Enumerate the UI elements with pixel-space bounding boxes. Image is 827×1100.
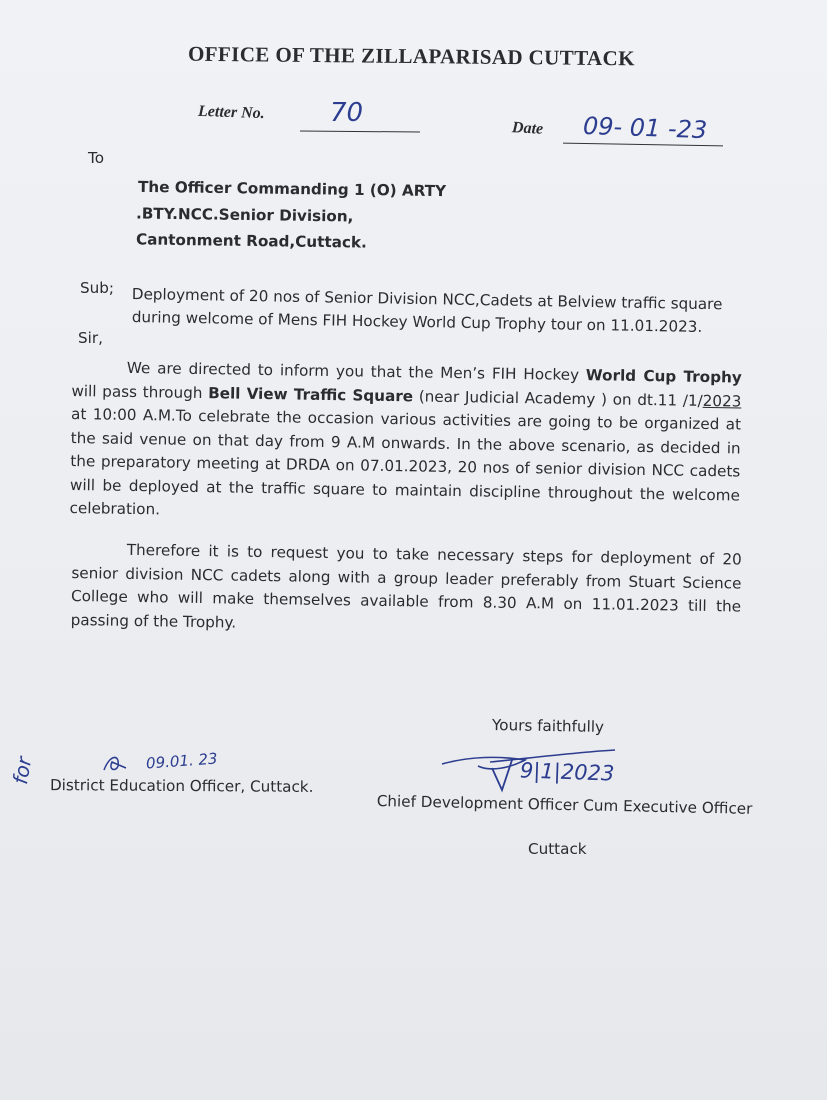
addressee-line-3: Cantonment Road,Cuttack. — [135, 230, 367, 252]
p1-text-3: (near Judicial Academy ) on dt.11 /1/ — [412, 386, 703, 410]
to-label: To — [88, 149, 104, 167]
body-paragraph-2 — [71, 538, 742, 643]
signature-date: 9|1|2023 — [519, 758, 615, 786]
initials-scribble — [100, 752, 140, 776]
salutation: Sir, — [78, 329, 103, 347]
office-title: OFFICE OF THE ZILLAPARISAD CUTTACK — [187, 41, 636, 71]
subject-line-2: during welcome of Mens FIH Hockey World Cup Trophy tour on 11.01.2023. — [131, 308, 703, 336]
p1-text-2: will pass through — [71, 381, 209, 402]
handwritten-for: for — [8, 754, 37, 787]
date-value: 09- 01 -23 — [582, 111, 708, 145]
subject-label: Sub; — [80, 279, 115, 297]
p2-text: Therefore it is to request you to take necessary steps for deployment of 20 senior division NCC cadets along with a group leader preferably from Stuart Science College who will make themselves available from 8.30 A.M on 11.01.2023 till the passing of the Trophy. — [70, 540, 742, 632]
body-paragraph-1 — [69, 356, 742, 531]
letter-no-label: Letter No. — [197, 102, 265, 123]
letter-no-underline — [300, 130, 420, 132]
officer-designation: Chief Development Officer Cum Executive Officer — [376, 792, 753, 818]
copy-recipient: District Education Officer, Cuttack. — [49, 776, 314, 796]
p1-text-4: at 10:00 A.M.To celebrate the occasion various activities are going to be organized at the said venue on that day from 9 A.M onwards. In the above scenario, as decided in the preparatory meeting at DRDA on 07.01.2023, 20 nos of senior division NCC cadets will be deployed at the traffic square to maintain discipline throughout the welcome celebration. — [69, 404, 742, 519]
letter-no-value: 70 — [330, 98, 364, 128]
copy-date: 09.01. 23 — [145, 749, 219, 773]
addressee-line-1: The Officer Commanding 1 (O) ARTY — [137, 177, 447, 201]
subject-line-1: Deployment of 20 nos of Senior Division NCC,Cadets at Belview traffic square — [131, 285, 723, 314]
p1-bold-square: Bell View Traffic Square — [208, 383, 414, 405]
yours-faithfully: Yours faithfully — [491, 716, 605, 736]
date-label: Date — [511, 119, 544, 138]
addressee-line-2: .BTY.NCC.Senior Division, — [135, 204, 354, 226]
p1-text-1: We are directed to inform you that the Men’s FIH Hockey — [126, 358, 587, 385]
p1-underlined-year: 2023 — [702, 391, 742, 411]
officer-place: Cuttack — [528, 840, 587, 858]
p1-bold-trophy: World Cup Trophy — [585, 366, 742, 387]
